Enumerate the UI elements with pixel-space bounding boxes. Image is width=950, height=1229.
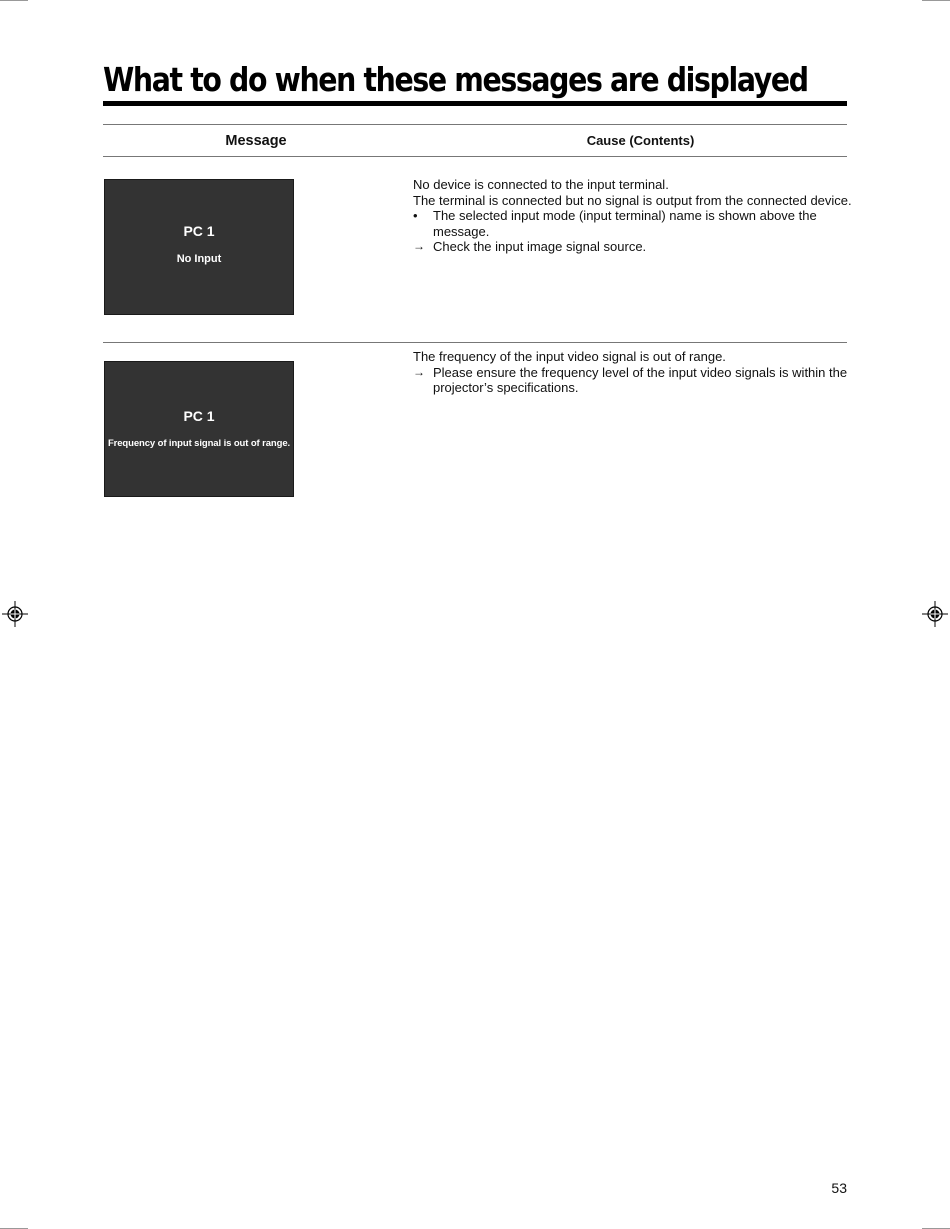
bullet-glyph: •	[413, 208, 418, 223]
message-screen	[104, 361, 294, 497]
cause-action	[413, 239, 849, 255]
crop-mark-top-left-h	[0, 0, 28, 1]
action-text: Please ensure the frequency level of the input video signals is within the projector’s specifications.	[433, 364, 848, 395]
cause-text	[413, 177, 852, 255]
crop-mark-top-right-h	[922, 0, 950, 1]
message-screen	[104, 179, 294, 315]
screen-message: No Input	[176, 253, 222, 265]
action-text: Check the input image signal source.	[433, 239, 647, 254]
arrow-icon: →	[413, 364, 425, 379]
screen-message: Frequency of input signal is out of range.	[107, 438, 291, 449]
cause-bullet	[413, 208, 849, 239]
message-table	[103, 124, 852, 543]
cause-line: No device is connected to the input terminal.	[413, 177, 669, 192]
table-row	[103, 343, 847, 543]
bullet-text: The selected input mode (input terminal) name is shown above the message.	[433, 208, 817, 239]
screen-input-source: PC 1	[183, 223, 215, 239]
column-header-cause: Cause (Contents)	[586, 133, 695, 148]
registration-crosshair-icon	[2, 601, 28, 627]
cause-text	[413, 349, 849, 396]
page-title: What to do when these messages are displayed	[103, 60, 808, 99]
arrow-icon: →	[413, 239, 425, 253]
registration-crosshair-icon	[922, 601, 948, 627]
table-header	[103, 124, 847, 157]
screen-input-source: PC 1	[183, 408, 215, 424]
cause-line: The frequency of the input video signal is out of range.	[413, 349, 726, 364]
title-rule	[103, 101, 847, 106]
cause-line: The terminal is connected but no signal is output from the connected device.	[413, 192, 852, 208]
page-number: 53	[831, 1180, 847, 1196]
table-row	[103, 157, 852, 343]
column-header-message: Message	[225, 133, 287, 149]
cause-action	[413, 365, 849, 396]
